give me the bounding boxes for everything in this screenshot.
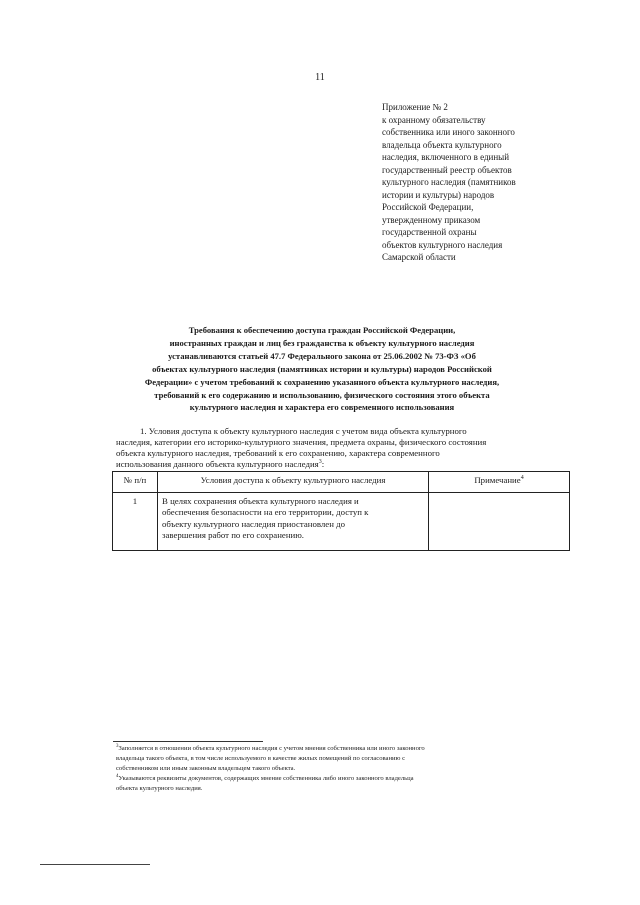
- footnote-ref-4: 4: [520, 475, 524, 481]
- title-line: объектах культурного наследия (памятниках истории и культуры) народов Российской: [152, 363, 492, 374]
- document-title: [112, 324, 532, 414]
- paragraph-last-line: [116, 459, 572, 470]
- access-paragraph: [116, 426, 572, 470]
- appendix-line: собственника или иного законного: [382, 127, 515, 137]
- footnote-marker: 3: [116, 744, 119, 749]
- footnote-separator: [113, 741, 263, 742]
- footnote-line: [116, 744, 572, 754]
- paragraph-line: использования данного объекта культурного наследия: [116, 459, 319, 469]
- bottom-rule: [40, 864, 150, 865]
- footnote-line: собственником или иным законным владельцем такого объекта.: [116, 765, 296, 772]
- row-conditions: [158, 493, 429, 551]
- row-num: 1: [113, 493, 158, 551]
- row-note: [429, 493, 570, 551]
- appendix-line: владельца объекта культурного: [382, 139, 502, 150]
- title-line: Требования к обеспечению доступа граждан Российской Федерации,: [188, 325, 456, 335]
- appendix-line: Приложение № 2: [382, 102, 448, 112]
- paragraph-line: наследия, категории его историко-культурного значения, предмета охраны, физического состояния: [116, 437, 487, 447]
- condition-line: объекту культурного наследия приостановлен до: [162, 518, 345, 529]
- table-row: [113, 493, 570, 551]
- title-line: культурного наследия и характера его современного использования: [189, 402, 455, 413]
- appendix-line: истории и культуры) народов: [382, 189, 495, 200]
- header-num: № п/п: [113, 472, 158, 493]
- appendix-line: к охранному обязательству: [382, 114, 486, 125]
- footnote-line: владельца такого объекта, в том числе используемого в качестве жилых помещений по согласованию с: [116, 755, 406, 762]
- header-conditions: Условия доступа к объекту культурного наследия: [158, 472, 429, 493]
- footnote-text: Заполняется в отношении объекта культурного наследия с учетом мнения собственника или иного законного: [118, 745, 425, 752]
- footnote-text: Указываются реквизиты документов, содержащих мнение собственника либо иного законного владельца: [118, 775, 414, 782]
- appendix-line: объектов культурного наследия: [382, 239, 503, 250]
- condition-line: обеспечения безопасности на его территории, доступ к: [162, 507, 369, 518]
- condition-line: В целях сохранения объекта культурного наследия и: [162, 496, 359, 506]
- page-number: 11: [315, 72, 325, 83]
- paragraph-line: объекта культурного наследия, требований к его сохранению, характера современного: [116, 448, 440, 458]
- appendix-line: государственной охраны: [382, 227, 477, 237]
- appendix-line: государственный реестр объектов: [382, 164, 512, 175]
- footnote-ref-3: 3: [318, 459, 322, 465]
- footnote-line: [116, 774, 572, 784]
- access-conditions-table: [112, 471, 570, 551]
- paragraph-colon: :: [321, 459, 325, 469]
- table-header-row: [113, 472, 570, 493]
- appendix-line: наследия, включенного в единый: [382, 152, 510, 162]
- appendix-line: Самарской области: [382, 252, 456, 262]
- condition-line: завершения работ по его сохранению.: [162, 529, 305, 540]
- title-line: Федерации» с учетом требований к сохранению указанного объекта культурного наследия,: [144, 376, 500, 387]
- header-note-label: Примечание: [474, 475, 521, 485]
- footnote-marker: 4: [116, 774, 119, 779]
- appendix-line: Российской Федерации,: [382, 202, 474, 212]
- paragraph-line: 1. Условия доступа к объекту культурного наследия с учетом вида объекта культурного: [140, 426, 467, 436]
- appendix-line: утвержденному приказом: [382, 214, 481, 225]
- appendix-line: культурного наследия (памятников: [382, 177, 516, 187]
- title-line: устанавливаются статьей 47.7 Федерального закона от 25.06.2002 № 73-ФЗ «Об: [168, 350, 476, 361]
- header-note: [429, 472, 570, 493]
- appendix-header: [382, 101, 572, 264]
- title-line: иностранных граждан и лиц без гражданства к объекту культурного наследия: [169, 337, 475, 348]
- title-line: требований к его содержанию и использованию, физического состояния этого объекта: [154, 389, 490, 400]
- footnotes: [116, 744, 572, 794]
- footnote-line: объекта культурного наследия.: [116, 785, 203, 792]
